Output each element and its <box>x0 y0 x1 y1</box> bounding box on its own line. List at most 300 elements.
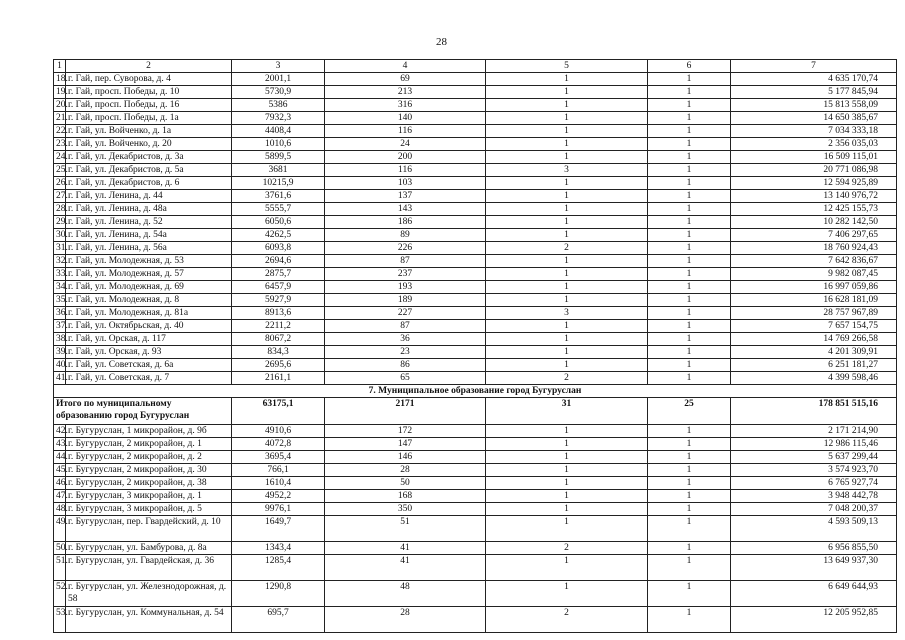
area: 5386 <box>232 99 325 112</box>
address: г. Гай, просп. Победы, д. 10 <box>66 86 232 99</box>
cost: 7 048 200,37 <box>731 503 897 516</box>
address: г. Гай, ул. Войченко, д. 20 <box>66 138 232 151</box>
area: 2161,1 <box>232 372 325 385</box>
area: 4262,5 <box>232 229 325 242</box>
col6-value: 1 <box>648 73 731 86</box>
row-number: 45. <box>54 464 66 477</box>
col6-value: 1 <box>648 333 731 346</box>
residents: 137 <box>325 190 486 203</box>
area: 2211,2 <box>232 320 325 333</box>
table-row <box>54 451 897 464</box>
col5-value: 1 <box>486 229 648 242</box>
table-row <box>54 99 897 112</box>
address: г. Гай, ул. Декабристов, д. 6 <box>66 177 232 190</box>
row-number: 38. <box>54 333 66 346</box>
col6-value: 1 <box>648 464 731 477</box>
col6-value: 1 <box>648 216 731 229</box>
address: г. Гай, ул. Молодежная, д. 57 <box>66 268 232 281</box>
cost: 20 771 086,98 <box>731 164 897 177</box>
address: г. Гай, ул. Ленина, д. 52 <box>66 216 232 229</box>
table-row <box>54 281 897 294</box>
row-number: 42. <box>54 425 66 438</box>
cost: 7 406 297,65 <box>731 229 897 242</box>
residents: 186 <box>325 216 486 229</box>
residents: 87 <box>325 255 486 268</box>
table-row <box>54 372 897 385</box>
residents: 146 <box>325 451 486 464</box>
table-row <box>54 359 897 372</box>
residents: 89 <box>325 229 486 242</box>
row-number: 31. <box>54 242 66 255</box>
col6-value: 1 <box>648 451 731 464</box>
address: г. Гай, просп. Победы, д. 16 <box>66 99 232 112</box>
address: г. Бугуруслан, 3 микрорайон, д. 5 <box>66 503 232 516</box>
column-number: 5 <box>486 60 648 73</box>
residents: 189 <box>325 294 486 307</box>
address: г. Бугуруслан, ул. Гвардейская, д. 36 <box>66 555 232 581</box>
total-residents: 2171 <box>325 398 486 425</box>
cost: 2 356 035,03 <box>731 138 897 151</box>
row-number: 27. <box>54 190 66 203</box>
cost: 6 765 927,74 <box>731 477 897 490</box>
cost: 7 034 333,18 <box>731 125 897 138</box>
area: 5927,9 <box>232 294 325 307</box>
total-col6: 25 <box>648 398 731 425</box>
column-number: 4 <box>325 60 486 73</box>
address: г. Гай, ул. Советская, д. 6а <box>66 359 232 372</box>
col6-value: 1 <box>648 229 731 242</box>
col5-value: 1 <box>486 177 648 190</box>
col5-value: 1 <box>486 125 648 138</box>
col6-value: 1 <box>648 255 731 268</box>
address: г. Бугуруслан, 2 микрорайон, д. 2 <box>66 451 232 464</box>
residents: 86 <box>325 359 486 372</box>
col6-value: 1 <box>648 242 731 255</box>
address: г. Гай, пер. Суворова, д. 4 <box>66 73 232 86</box>
cost: 12 205 952,85 <box>731 607 897 633</box>
residents: 28 <box>325 607 486 633</box>
address: г. Гай, ул. Советская, д. 7 <box>66 372 232 385</box>
residents: 41 <box>325 555 486 581</box>
col6-value: 1 <box>648 99 731 112</box>
cost: 6 649 644,93 <box>731 581 897 607</box>
address: г. Гай, ул. Войченко, д. 1а <box>66 125 232 138</box>
col6-value: 1 <box>648 372 731 385</box>
table-row <box>54 164 897 177</box>
col5-value: 1 <box>486 268 648 281</box>
area: 2001,1 <box>232 73 325 86</box>
row-number: 30. <box>54 229 66 242</box>
table-row <box>54 581 897 607</box>
residents: 87 <box>325 320 486 333</box>
address: г. Гай, ул. Ленина, д. 44 <box>66 190 232 203</box>
col6-value: 1 <box>648 425 731 438</box>
area: 6457,9 <box>232 281 325 294</box>
area: 9976,1 <box>232 503 325 516</box>
row-number: 52. <box>54 581 66 607</box>
address: г. Гай, ул. Орская, д. 93 <box>66 346 232 359</box>
area: 1010,6 <box>232 138 325 151</box>
col6-value: 1 <box>648 138 731 151</box>
area: 834,3 <box>232 346 325 359</box>
table-row <box>54 190 897 203</box>
residents: 193 <box>325 281 486 294</box>
table-row <box>54 151 897 164</box>
residents: 213 <box>325 86 486 99</box>
table-row <box>54 125 897 138</box>
row-number: 23. <box>54 138 66 151</box>
row-number: 29. <box>54 216 66 229</box>
total-row <box>54 398 897 425</box>
address: г. Гай, ул. Молодежная, д. 53 <box>66 255 232 268</box>
row-number: 26. <box>54 177 66 190</box>
cost: 28 757 967,89 <box>731 307 897 320</box>
col5-value: 1 <box>486 203 648 216</box>
col6-value: 1 <box>648 86 731 99</box>
col5-value: 1 <box>486 151 648 164</box>
cost: 6 251 181,27 <box>731 359 897 372</box>
col5-value: 2 <box>486 372 648 385</box>
address: г. Гай, ул. Декабристов, д. 5а <box>66 164 232 177</box>
residents: 116 <box>325 164 486 177</box>
cost: 14 650 385,67 <box>731 112 897 125</box>
area: 6050,6 <box>232 216 325 229</box>
table-row <box>54 268 897 281</box>
residents: 172 <box>325 425 486 438</box>
col5-value: 1 <box>486 451 648 464</box>
col5-value: 1 <box>486 438 648 451</box>
col5-value: 1 <box>486 99 648 112</box>
page-number: 28 <box>436 36 447 48</box>
col6-value: 1 <box>648 359 731 372</box>
area: 1610,4 <box>232 477 325 490</box>
cost: 16 628 181,09 <box>731 294 897 307</box>
address: г. Гай, ул. Молодежная, д. 69 <box>66 281 232 294</box>
table-row <box>54 333 897 346</box>
residents: 48 <box>325 581 486 607</box>
area: 5730,9 <box>232 86 325 99</box>
residents: 168 <box>325 490 486 503</box>
table-row <box>54 464 897 477</box>
row-number: 37. <box>54 320 66 333</box>
address: г. Бугуруслан, 2 микрорайон, д. 1 <box>66 438 232 451</box>
address: г. Бугуруслан, 3 микрорайон, д. 1 <box>66 490 232 503</box>
row-number: 33. <box>54 268 66 281</box>
row-number: 53. <box>54 607 66 633</box>
total-col5: 31 <box>486 398 648 425</box>
col5-value: 1 <box>486 216 648 229</box>
table-row <box>54 242 897 255</box>
table-row <box>54 203 897 216</box>
area: 3761,6 <box>232 190 325 203</box>
table-row <box>54 86 897 99</box>
cost: 18 760 924,43 <box>731 242 897 255</box>
cost: 9 982 087,45 <box>731 268 897 281</box>
area: 8913,6 <box>232 307 325 320</box>
total-area: 63175,1 <box>232 398 325 425</box>
col5-value: 1 <box>486 320 648 333</box>
row-number: 32. <box>54 255 66 268</box>
area: 7932,3 <box>232 112 325 125</box>
address: г. Бугуруслан, ул. Железнодорожная, д. 58 <box>66 581 232 607</box>
table-row <box>54 346 897 359</box>
col5-value: 1 <box>486 190 648 203</box>
row-number: 40. <box>54 359 66 372</box>
total-cost: 178 851 515,16 <box>731 398 897 425</box>
residents: 226 <box>325 242 486 255</box>
residents: 237 <box>325 268 486 281</box>
table-row <box>54 177 897 190</box>
residents: 41 <box>325 542 486 555</box>
table-row <box>54 255 897 268</box>
address: г. Гай, ул. Молодежная, д. 8 <box>66 294 232 307</box>
col5-value: 1 <box>486 281 648 294</box>
row-number: 20. <box>54 99 66 112</box>
area: 3695,4 <box>232 451 325 464</box>
row-number: 28. <box>54 203 66 216</box>
area: 2875,7 <box>232 268 325 281</box>
address: г. Бугуруслан, 2 микрорайон, д. 38 <box>66 477 232 490</box>
col6-value: 1 <box>648 268 731 281</box>
area: 4408,4 <box>232 125 325 138</box>
col5-value: 2 <box>486 242 648 255</box>
cost: 3 574 923,70 <box>731 464 897 477</box>
table-row <box>54 516 897 542</box>
col5-value: 1 <box>486 86 648 99</box>
col6-value: 1 <box>648 516 731 542</box>
column-number-row <box>54 60 897 73</box>
cost: 7 642 836,67 <box>731 255 897 268</box>
table-row <box>54 294 897 307</box>
cost: 16 997 059,86 <box>731 281 897 294</box>
address: г. Гай, ул. Октябрьская, д. 40 <box>66 320 232 333</box>
residents: 69 <box>325 73 486 86</box>
col5-value: 1 <box>486 425 648 438</box>
cost: 4 201 309,91 <box>731 346 897 359</box>
col6-value: 1 <box>648 320 731 333</box>
row-number: 18. <box>54 73 66 86</box>
table-row <box>54 477 897 490</box>
area: 5899,5 <box>232 151 325 164</box>
address: г. Гай, просп. Победы, д. 1а <box>66 112 232 125</box>
residents: 50 <box>325 477 486 490</box>
section-title: 7. Муниципальное образование город Бугуруслан <box>54 385 897 398</box>
row-number: 41. <box>54 372 66 385</box>
row-number: 48. <box>54 503 66 516</box>
area: 5555,7 <box>232 203 325 216</box>
col5-value: 3 <box>486 307 648 320</box>
area: 4952,2 <box>232 490 325 503</box>
col5-value: 1 <box>486 555 648 581</box>
residents: 350 <box>325 503 486 516</box>
address: г. Гай, ул. Молодежная, д. 81а <box>66 307 232 320</box>
col6-value: 1 <box>648 581 731 607</box>
column-number: 3 <box>232 60 325 73</box>
col5-value: 1 <box>486 477 648 490</box>
cost: 13 649 937,30 <box>731 555 897 581</box>
table-row <box>54 112 897 125</box>
col6-value: 1 <box>648 307 731 320</box>
residents: 36 <box>325 333 486 346</box>
residents: 200 <box>325 151 486 164</box>
area: 2695,6 <box>232 359 325 372</box>
residents: 103 <box>325 177 486 190</box>
area: 1290,8 <box>232 581 325 607</box>
row-number: 39. <box>54 346 66 359</box>
col5-value: 1 <box>486 294 648 307</box>
cost: 7 657 154,75 <box>731 320 897 333</box>
col5-value: 1 <box>486 73 648 86</box>
cost: 15 813 558,09 <box>731 99 897 112</box>
col6-value: 1 <box>648 477 731 490</box>
col5-value: 1 <box>486 346 648 359</box>
row-number: 25. <box>54 164 66 177</box>
row-number: 49. <box>54 516 66 542</box>
residents: 227 <box>325 307 486 320</box>
row-number: 43. <box>54 438 66 451</box>
section-header-row <box>54 385 897 398</box>
col6-value: 1 <box>648 164 731 177</box>
cost: 5 177 845,94 <box>731 86 897 99</box>
registry-table <box>53 59 897 633</box>
area: 766,1 <box>232 464 325 477</box>
cost: 16 509 115,01 <box>731 151 897 164</box>
row-number: 19. <box>54 86 66 99</box>
address: г. Бугуруслан, 2 микрорайон, д. 30 <box>66 464 232 477</box>
table-row <box>54 607 897 633</box>
col5-value: 1 <box>486 255 648 268</box>
col5-value: 2 <box>486 607 648 633</box>
residents: 51 <box>325 516 486 542</box>
table-row <box>54 138 897 151</box>
residents: 143 <box>325 203 486 216</box>
area: 4910,6 <box>232 425 325 438</box>
col6-value: 1 <box>648 607 731 633</box>
row-number: 47. <box>54 490 66 503</box>
residents: 316 <box>325 99 486 112</box>
total-label: Итого по муниципальному образованию город Бугуруслан <box>54 398 232 425</box>
cost: 4 635 170,74 <box>731 73 897 86</box>
row-number: 34. <box>54 281 66 294</box>
area: 1649,7 <box>232 516 325 542</box>
col6-value: 1 <box>648 125 731 138</box>
table-row <box>54 542 897 555</box>
address: г. Гай, ул. Декабристов, д. 3а <box>66 151 232 164</box>
cost: 2 171 214,90 <box>731 425 897 438</box>
table-row <box>54 320 897 333</box>
residents: 116 <box>325 125 486 138</box>
residents: 147 <box>325 438 486 451</box>
cost: 13 140 976,72 <box>731 190 897 203</box>
row-number: 21. <box>54 112 66 125</box>
col5-value: 1 <box>486 359 648 372</box>
cost: 14 769 266,58 <box>731 333 897 346</box>
cost: 12 594 925,89 <box>731 177 897 190</box>
col6-value: 1 <box>648 151 731 164</box>
table-row <box>54 438 897 451</box>
address: г. Бугуруслан, ул. Бамбурова, д. 8а <box>66 542 232 555</box>
table-row <box>54 503 897 516</box>
table-row <box>54 216 897 229</box>
table-row <box>54 73 897 86</box>
col6-value: 1 <box>648 542 731 555</box>
row-number: 24. <box>54 151 66 164</box>
cost: 10 282 142,50 <box>731 216 897 229</box>
address: г. Бугуруслан, ул. Коммунальная, д. 54 <box>66 607 232 633</box>
column-number: 2 <box>66 60 232 73</box>
col6-value: 1 <box>648 112 731 125</box>
row-number: 50. <box>54 542 66 555</box>
column-number: 6 <box>648 60 731 73</box>
row-number: 35. <box>54 294 66 307</box>
col6-value: 1 <box>648 438 731 451</box>
table-row <box>54 307 897 320</box>
table-row <box>54 555 897 581</box>
address: г. Бугуруслан, пер. Гвардейский, д. 10 <box>66 516 232 542</box>
area: 8067,2 <box>232 333 325 346</box>
col6-value: 1 <box>648 490 731 503</box>
residents: 65 <box>325 372 486 385</box>
column-number: 7 <box>731 60 897 73</box>
table-row <box>54 425 897 438</box>
address: г. Гай, ул. Ленина, д. 56а <box>66 242 232 255</box>
col6-value: 1 <box>648 281 731 294</box>
area: 4072,8 <box>232 438 325 451</box>
col5-value: 1 <box>486 464 648 477</box>
col5-value: 1 <box>486 503 648 516</box>
col5-value: 1 <box>486 581 648 607</box>
area: 695,7 <box>232 607 325 633</box>
address: г. Бугуруслан, 1 микрорайон, д. 9б <box>66 425 232 438</box>
col5-value: 1 <box>486 490 648 503</box>
table-body <box>54 60 897 633</box>
residents: 23 <box>325 346 486 359</box>
col6-value: 1 <box>648 177 731 190</box>
address: г. Гай, ул. Ленина, д. 48а <box>66 203 232 216</box>
col6-value: 1 <box>648 190 731 203</box>
col5-value: 3 <box>486 164 648 177</box>
residents: 140 <box>325 112 486 125</box>
area: 6093,8 <box>232 242 325 255</box>
table-row <box>54 490 897 503</box>
address: г. Гай, ул. Ленина, д. 54а <box>66 229 232 242</box>
residents: 24 <box>325 138 486 151</box>
cost: 4 593 509,13 <box>731 516 897 542</box>
cost: 5 637 299,44 <box>731 451 897 464</box>
row-number: 44. <box>54 451 66 464</box>
area: 10215,9 <box>232 177 325 190</box>
column-number: 1 <box>54 60 66 73</box>
row-number: 51. <box>54 555 66 581</box>
col6-value: 1 <box>648 294 731 307</box>
col5-value: 1 <box>486 516 648 542</box>
area: 1343,4 <box>232 542 325 555</box>
address: г. Гай, ул. Орская, д. 117 <box>66 333 232 346</box>
area: 3681 <box>232 164 325 177</box>
col6-value: 1 <box>648 555 731 581</box>
row-number: 36. <box>54 307 66 320</box>
area: 2694,6 <box>232 255 325 268</box>
col5-value: 2 <box>486 542 648 555</box>
residents: 28 <box>325 464 486 477</box>
row-number: 22. <box>54 125 66 138</box>
col6-value: 1 <box>648 503 731 516</box>
area: 1285,4 <box>232 555 325 581</box>
col6-value: 1 <box>648 346 731 359</box>
col5-value: 1 <box>486 112 648 125</box>
cost: 12 986 115,46 <box>731 438 897 451</box>
col5-value: 1 <box>486 333 648 346</box>
